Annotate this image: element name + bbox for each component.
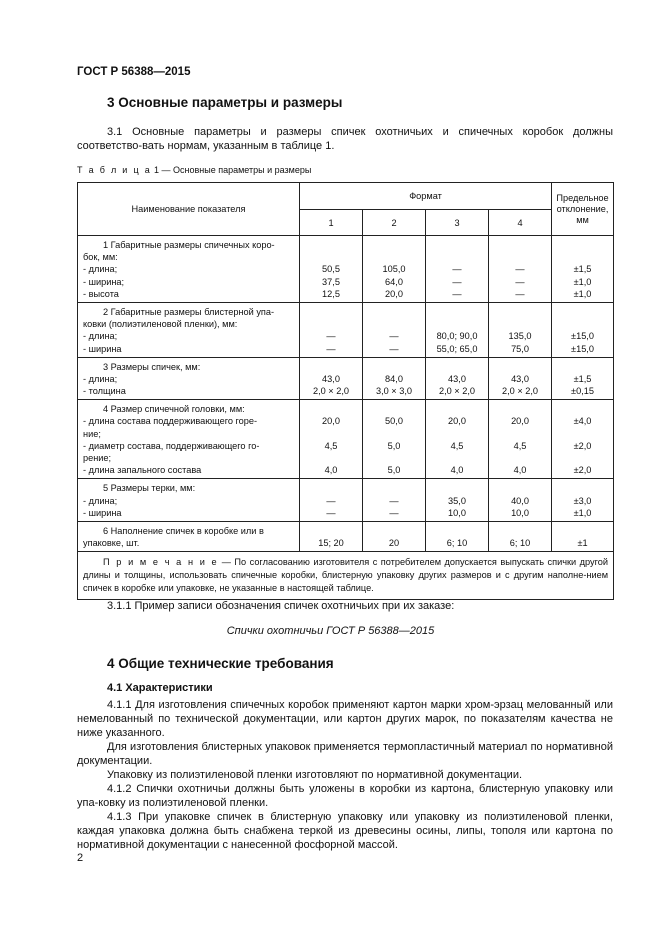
value-line: [363, 428, 425, 440]
value-line: 4,0: [324, 465, 338, 476]
format-value-cell: [300, 521, 363, 551]
header-format-3: 3: [426, 210, 489, 236]
table-caption-text: 1 — Основные параметры и размеры: [151, 165, 312, 175]
value-line: [552, 306, 613, 318]
value-line: [426, 428, 488, 440]
format-value-cell: [489, 479, 552, 522]
table-row: [78, 479, 614, 522]
indicator-line: - длина состава поддерживающего горе-: [83, 416, 258, 427]
value-line: 5,0: [387, 440, 401, 451]
value-line: [300, 306, 362, 318]
value-line: [489, 482, 551, 494]
value-line: [489, 318, 551, 330]
value-line: [426, 318, 488, 330]
row-indicator-name: [78, 479, 300, 522]
indicator-line: 6 Наполнение спичек в коробке или в: [103, 525, 264, 536]
format-value-cell: [300, 236, 363, 303]
value-line: 12,5: [322, 288, 340, 299]
value-line: [426, 482, 488, 494]
value-line: 43,0: [511, 373, 529, 384]
value-line: 80,0; 90,0: [436, 331, 478, 342]
table-body: [78, 236, 614, 552]
indicator-line: - длина;: [83, 495, 118, 506]
indicator-line: - ширина: [83, 343, 122, 354]
value-line: 15; 20: [318, 538, 344, 549]
value-line: ±1,0: [573, 276, 592, 287]
value-line: 20,0: [448, 416, 466, 427]
format-value-cell: [489, 357, 552, 400]
value-line: 6; 10: [446, 538, 468, 549]
value-line: —: [389, 343, 399, 354]
row-indicator-name: [78, 236, 300, 303]
value-line: ±0,15: [571, 386, 594, 397]
format-value-cell: [426, 521, 489, 551]
value-line: —: [389, 495, 399, 506]
indicator-line: - длина;: [83, 373, 118, 384]
value-line: ±2,0: [573, 440, 592, 451]
paragraph-4-1-3: 4.1.3 При упаковке спичек в блистерную упаковку или упаковку из полиэтиленовой пленки, каждая упаковка должна быть снабжена теркой из древесины осины, липы, тополя или картона по нормативной документации с нанесенной фосфорной массой.: [77, 811, 613, 851]
indicator-line: 3 Размеры спичек, мм:: [103, 361, 201, 372]
tolerance-cell: [552, 479, 614, 522]
value-line: 20,0: [511, 416, 529, 427]
indicator-line: упаковке, шт.: [83, 538, 140, 549]
value-line: —: [452, 276, 462, 287]
value-line: —: [326, 343, 336, 354]
value-line: —: [389, 507, 399, 518]
indicator-line: ние;: [83, 428, 101, 439]
value-line: 2,0 × 2,0: [502, 386, 539, 397]
section-3-heading: 3 Основные параметры и размеры: [107, 95, 343, 110]
value-line: [552, 482, 613, 494]
value-line: 64,0: [385, 276, 403, 287]
format-value-cell: [426, 479, 489, 522]
tolerance-cell: [552, 236, 614, 303]
indicator-line: 5 Размеры терки, мм:: [103, 483, 196, 494]
value-line: [363, 452, 425, 464]
value-line: 20: [388, 538, 400, 549]
value-line: 10,0: [511, 507, 529, 518]
value-line: [426, 239, 488, 251]
format-value-cell: [489, 236, 552, 303]
value-line: [300, 318, 362, 330]
indicator-line: бок, мм:: [83, 252, 118, 263]
value-line: ±1,5: [573, 264, 592, 275]
indicator-line: рение;: [83, 453, 112, 463]
document-header: ГОСТ Р 56388—2015: [77, 66, 191, 78]
value-line: 35,0: [448, 495, 466, 506]
paragraph-polyethylene: Упаковку из полиэтиленовой пленки изготовляют по нормативной документации.: [107, 769, 523, 781]
value-line: [363, 482, 425, 494]
value-line: ±4,0: [573, 416, 592, 427]
value-line: 4,0: [513, 465, 527, 476]
value-line: [552, 251, 613, 263]
tolerance-cell: [552, 302, 614, 357]
value-line: 5,0: [387, 465, 401, 476]
value-line: 4,0: [450, 465, 464, 476]
paragraph-3-1: 3.1 Основные параметры и размеры спичек охотничьих и спичечных коробок должны соответство-вать нормам, указанным в таблице 1.: [77, 126, 613, 152]
value-line: —: [452, 264, 462, 275]
value-line: 43,0: [448, 373, 466, 384]
format-value-cell: [363, 357, 426, 400]
value-line: [489, 428, 551, 440]
table-note: [78, 552, 614, 600]
value-line: [552, 239, 613, 251]
table-caption: [77, 165, 311, 175]
value-line: [552, 525, 613, 537]
row-indicator-name: [78, 357, 300, 400]
format-value-cell: [426, 357, 489, 400]
value-line: [300, 239, 362, 251]
value-line: [426, 306, 488, 318]
indicator-line: - ширина;: [83, 276, 125, 287]
value-line: [552, 452, 613, 464]
value-line: ±15,0: [571, 343, 594, 354]
note-text: — По согласованию изготовителя с потребителем допускается выпускать спички другой длины и толщины, использовать спичечные коробки, блистерную упаковку других размеров и с другим наполне-нием спичек в коробке или упаковке, не указанные в настоящей таблице.: [83, 557, 609, 594]
value-line: [426, 361, 488, 373]
format-value-cell: [426, 400, 489, 479]
value-line: —: [326, 331, 336, 342]
indicator-line: - диаметр состава, поддерживающего го-: [83, 440, 260, 451]
table-row: [78, 236, 614, 303]
table-row: [78, 302, 614, 357]
header-indicator-name: Наименование показателя: [78, 183, 300, 236]
value-line: 55,0; 65,0: [436, 343, 478, 354]
value-line: ±1,5: [573, 373, 592, 384]
header-tolerance: Предельное отклонение, мм: [552, 183, 614, 236]
value-line: 4,5: [513, 440, 527, 451]
header-format: Формат: [300, 183, 552, 210]
value-line: [426, 525, 488, 537]
tolerance-cell: [552, 357, 614, 400]
value-line: —: [515, 276, 525, 287]
format-value-cell: [363, 302, 426, 357]
value-line: [426, 403, 488, 415]
value-line: [363, 318, 425, 330]
value-line: [552, 318, 613, 330]
indicator-line: - длина запального состава: [83, 465, 202, 476]
value-line: 3,0 × 3,0: [375, 386, 412, 397]
format-value-cell: [300, 479, 363, 522]
value-line: [300, 525, 362, 537]
header-format-1: 1: [300, 210, 363, 236]
value-line: 50,0: [385, 416, 403, 427]
value-line: [363, 361, 425, 373]
parameters-table: [77, 182, 614, 600]
table-row: [78, 400, 614, 479]
value-line: —: [515, 288, 525, 299]
subsection-4-1-heading: 4.1 Характеристики: [107, 682, 213, 694]
row-indicator-name: [78, 521, 300, 551]
value-line: 105,0: [382, 264, 406, 275]
value-line: [426, 251, 488, 263]
indicator-line: - высота: [83, 288, 119, 299]
section-4-heading: 4 Общие технические требования: [107, 656, 334, 671]
value-line: —: [452, 288, 462, 299]
value-line: 10,0: [448, 507, 466, 518]
header-format-4: 4: [489, 210, 552, 236]
indicator-line: 1 Габаритные размеры спичечных коро-: [103, 240, 275, 250]
format-value-cell: [363, 479, 426, 522]
indicator-line: - толщина: [83, 386, 126, 397]
indicator-line: ковки (полиэтиленовой пленки), мм:: [83, 319, 238, 330]
value-line: [300, 482, 362, 494]
format-value-cell: [363, 400, 426, 479]
table-caption-label: Т а б л и ц а: [77, 165, 152, 175]
value-line: [363, 525, 425, 537]
indicator-line: 4 Размер спичечной головки, мм:: [103, 404, 245, 415]
indicator-line: - длина;: [83, 264, 118, 275]
row-indicator-name: [78, 302, 300, 357]
format-value-cell: [363, 236, 426, 303]
indicator-line: 2 Габаритные размеры блистерной упа-: [103, 306, 275, 317]
format-value-cell: [300, 357, 363, 400]
value-line: ±15,0: [571, 331, 594, 342]
indicator-line: - ширина: [83, 507, 122, 518]
format-value-cell: [489, 302, 552, 357]
format-value-cell: [363, 521, 426, 551]
value-line: [300, 251, 362, 263]
value-line: [363, 403, 425, 415]
indicator-line: - длина;: [83, 331, 118, 342]
table-row: [78, 357, 614, 400]
designation-example: Спички охотничьи ГОСТ Р 56388—2015: [226, 625, 435, 637]
format-value-cell: [426, 236, 489, 303]
note-label: П р и м е ч а н и е: [103, 557, 219, 568]
value-line: 20,0: [385, 288, 403, 299]
value-line: 40,0: [511, 495, 529, 506]
value-line: 37,5: [322, 276, 340, 287]
value-line: [363, 239, 425, 251]
value-line: 4,5: [324, 440, 338, 451]
value-line: 2,0 × 2,0: [312, 386, 349, 397]
value-line: 6; 10: [509, 538, 531, 549]
table-row: [78, 521, 614, 551]
header-format-2: 2: [363, 210, 426, 236]
value-line: [489, 403, 551, 415]
value-line: 43,0: [322, 373, 340, 384]
value-line: ±1,0: [573, 288, 592, 299]
value-line: [300, 428, 362, 440]
value-line: 50,5: [322, 264, 340, 275]
value-line: ±3,0: [573, 495, 592, 506]
value-line: 2,0 × 2,0: [438, 386, 475, 397]
format-value-cell: [489, 400, 552, 479]
paragraph-blister: Для изготовления блистерных упаковок применяется термопластичный материал по нормативной документации.: [77, 741, 613, 767]
value-line: ±2,0: [573, 465, 592, 476]
value-line: [489, 361, 551, 373]
format-value-cell: [300, 302, 363, 357]
format-value-cell: [426, 302, 489, 357]
value-line: [363, 251, 425, 263]
value-line: [489, 306, 551, 318]
value-line: —: [515, 264, 525, 275]
paragraph-4-1-1: 4.1.1 Для изготовления спичечных коробок применяют картон марки хром-эрзац мелованный или немелованный по технической документации, или картон других марок, по показателям качества не ниже указанного.: [77, 699, 613, 739]
value-line: [426, 452, 488, 464]
value-line: [489, 525, 551, 537]
value-line: 4,5: [450, 440, 464, 451]
value-line: —: [326, 507, 336, 518]
paragraph-3-1-1: 3.1.1 Пример записи обозначения спичек охотничьих при их заказе:: [107, 600, 455, 612]
value-line: 135,0: [508, 331, 532, 342]
row-indicator-name: [78, 400, 300, 479]
value-line: [552, 428, 613, 440]
value-line: [300, 403, 362, 415]
value-line: ±1: [577, 538, 588, 549]
tolerance-cell: [552, 521, 614, 551]
value-line: [552, 403, 613, 415]
value-line: [489, 239, 551, 251]
format-value-cell: [489, 521, 552, 551]
value-line: [300, 361, 362, 373]
value-line: 20,0: [322, 416, 340, 427]
paragraph-4-1-2: 4.1.2 Спички охотничьи должны быть уложены в коробки из картона, блистерную упаковку или упа-ковку из полиэтиленовой пленки.: [77, 783, 613, 809]
value-line: [489, 251, 551, 263]
value-line: 75,0: [511, 343, 529, 354]
tolerance-cell: [552, 400, 614, 479]
format-value-cell: [300, 400, 363, 479]
value-line: [552, 361, 613, 373]
value-line: [489, 452, 551, 464]
value-line: 84,0: [385, 373, 403, 384]
value-line: —: [389, 331, 399, 342]
value-line: ±1,0: [573, 507, 592, 518]
value-line: [363, 306, 425, 318]
page-number: 2: [77, 852, 84, 864]
value-line: —: [326, 495, 336, 506]
value-line: [300, 452, 362, 464]
